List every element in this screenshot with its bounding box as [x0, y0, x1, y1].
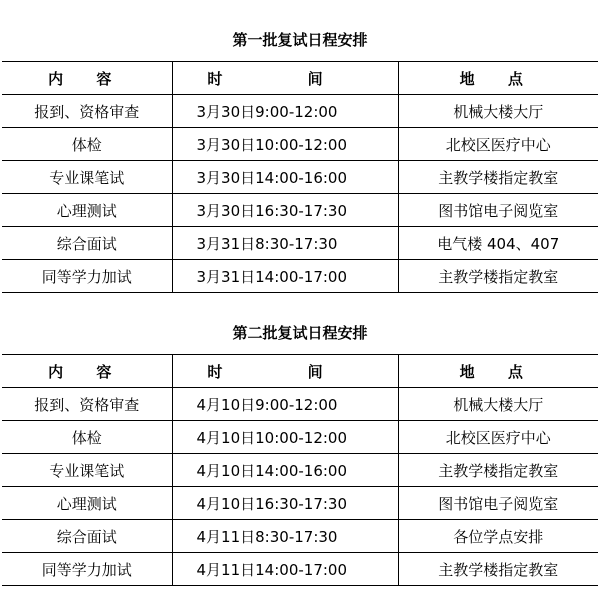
cell-content: 体检 [2, 128, 172, 161]
cell-time: 4月10日14:00-16:00 [172, 454, 398, 487]
header-time: 时 间 [172, 62, 398, 95]
table-row [2, 520, 598, 553]
cell-location: 电气楼 404、407 [398, 227, 598, 260]
table-row [2, 161, 598, 194]
cell-location: 主教学楼指定教室 [398, 553, 598, 586]
cell-time: 3月30日14:00-16:00 [172, 161, 398, 194]
cell-location: 主教学楼指定教室 [398, 260, 598, 293]
header-location: 地 点 [398, 355, 598, 388]
table-row [2, 95, 598, 128]
cell-time: 3月30日10:00-12:00 [172, 128, 398, 161]
header-content: 内 容 [2, 355, 172, 388]
table-row [2, 487, 598, 520]
header-content: 内 容 [2, 62, 172, 95]
cell-time: 3月30日9:00-12:00 [172, 95, 398, 128]
cell-content: 专业课笔试 [2, 454, 172, 487]
table-row [2, 553, 598, 586]
table-header-row [2, 62, 598, 95]
cell-location: 北校区医疗中心 [398, 421, 598, 454]
schedule-1-title: 第一批复试日程安排 [232, 31, 368, 49]
table-row [2, 454, 598, 487]
header-time: 时 间 [172, 355, 398, 388]
cell-time: 4月10日9:00-12:00 [172, 388, 398, 421]
cell-time: 3月31日8:30-17:30 [172, 227, 398, 260]
table-header-row [2, 355, 598, 388]
schedule-2-table [2, 354, 598, 586]
cell-location: 主教学楼指定教室 [398, 161, 598, 194]
cell-location: 北校区医疗中心 [398, 128, 598, 161]
cell-location: 各位学点安排 [398, 520, 598, 553]
schedule-1-table [2, 61, 598, 293]
table-row [2, 227, 598, 260]
table-row [2, 194, 598, 227]
cell-time: 3月30日16:30-17:30 [172, 194, 398, 227]
cell-time: 3月31日14:00-17:00 [172, 260, 398, 293]
cell-location: 图书馆电子阅览室 [398, 487, 598, 520]
schedule-2-title: 第二批复试日程安排 [232, 324, 368, 342]
cell-content: 综合面试 [2, 227, 172, 260]
cell-time: 4月10日16:30-17:30 [172, 487, 398, 520]
cell-content: 心理测试 [2, 487, 172, 520]
table-row [2, 128, 598, 161]
table-row [2, 260, 598, 293]
cell-location: 机械大楼大厅 [398, 95, 598, 128]
cell-time: 4月11日8:30-17:30 [172, 520, 398, 553]
cell-content: 报到、资格审查 [2, 388, 172, 421]
cell-location: 机械大楼大厅 [398, 388, 598, 421]
cell-content: 专业课笔试 [2, 161, 172, 194]
cell-location: 主教学楼指定教室 [398, 454, 598, 487]
cell-location: 图书馆电子阅览室 [398, 194, 598, 227]
cell-content: 同等学力加试 [2, 553, 172, 586]
cell-content: 综合面试 [2, 520, 172, 553]
cell-content: 同等学力加试 [2, 260, 172, 293]
cell-content: 体检 [2, 421, 172, 454]
cell-content: 报到、资格审查 [2, 95, 172, 128]
cell-time: 4月11日14:00-17:00 [172, 553, 398, 586]
header-location: 地 点 [398, 62, 598, 95]
cell-time: 4月10日10:00-12:00 [172, 421, 398, 454]
table-row [2, 421, 598, 454]
table-row [2, 388, 598, 421]
cell-content: 心理测试 [2, 194, 172, 227]
